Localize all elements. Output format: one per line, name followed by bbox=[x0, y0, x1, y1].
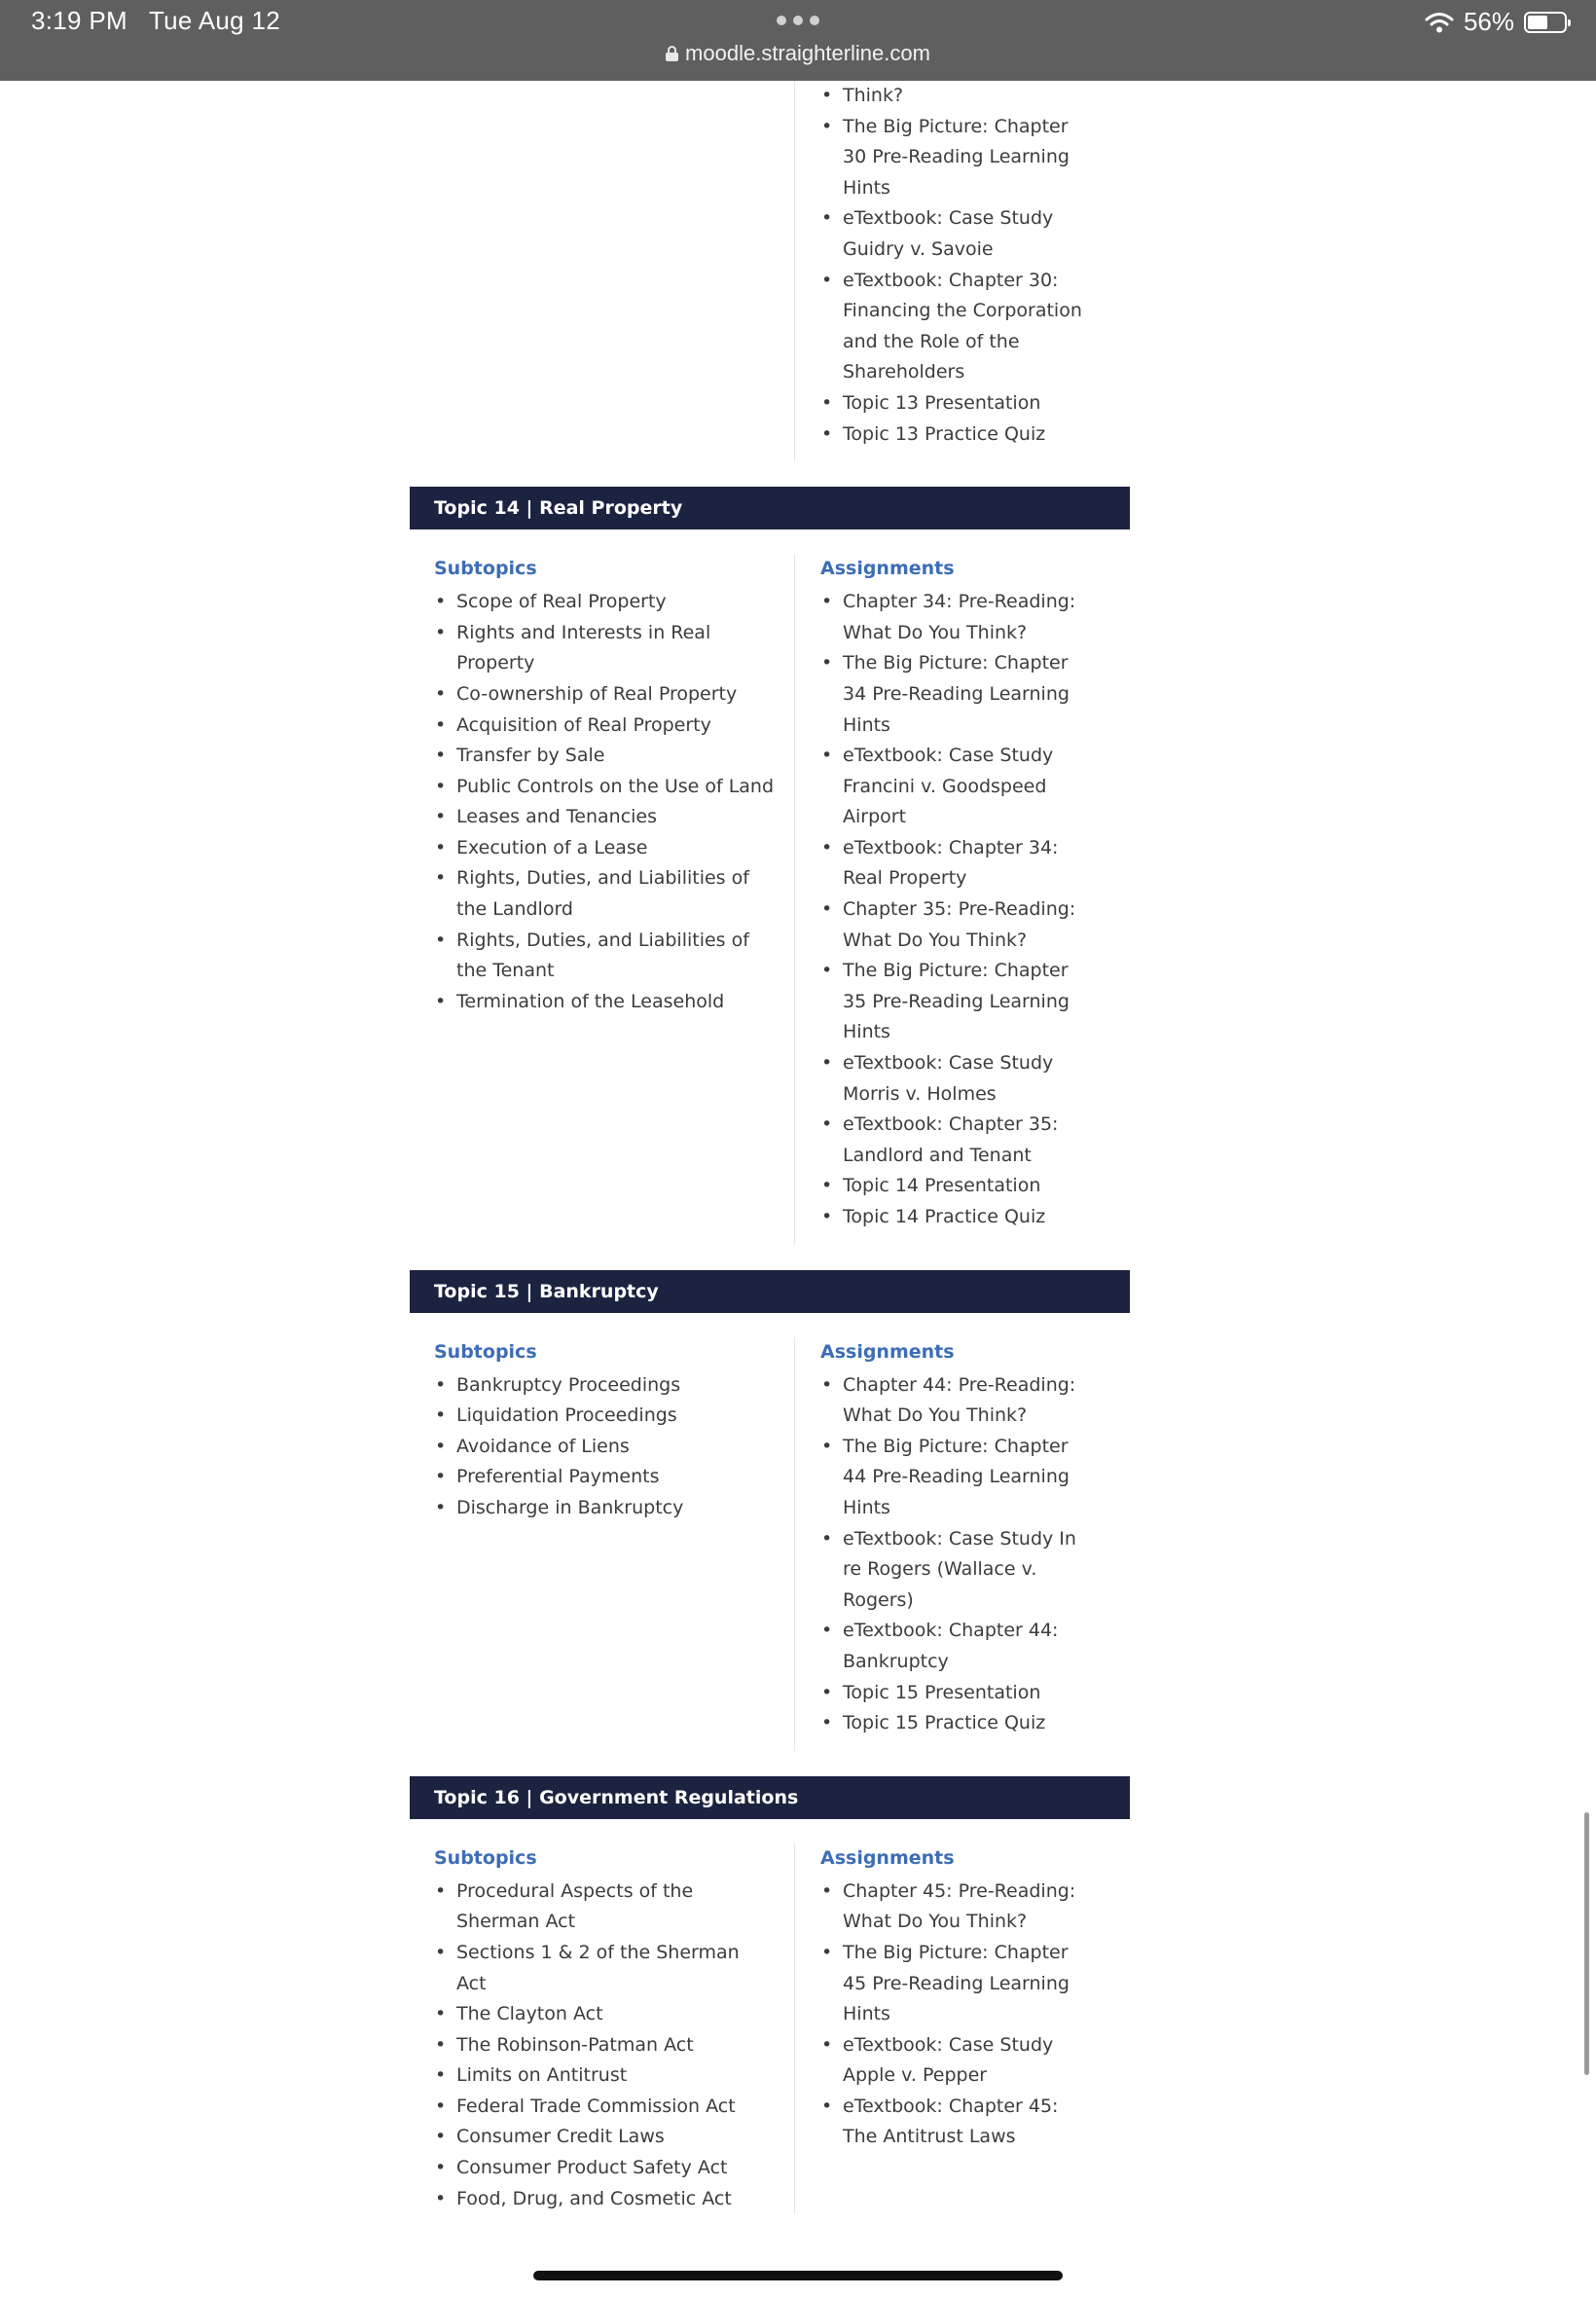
list-item[interactable]: • Topic 14 Presentation bbox=[820, 1171, 1093, 1202]
list-item[interactable]: • eTextbook: Case Study Apple v. Pepper bbox=[820, 2030, 1093, 2092]
list-item: • The Robinson-Patman Act bbox=[434, 2030, 775, 2061]
list-item: • Co-ownership of Real Property bbox=[434, 679, 775, 711]
list-item: • Preferential Payments bbox=[434, 1462, 775, 1493]
list-item[interactable]: • eTextbook: Case Study Francini v. Goodspeed Airport bbox=[820, 741, 1093, 833]
list-item: • Consumer Product Safety Act bbox=[434, 2153, 775, 2184]
list-item[interactable]: • eTextbook: Chapter 44: Bankruptcy bbox=[820, 1616, 1093, 1677]
subtopics-column bbox=[410, 554, 794, 1244]
topics-container bbox=[410, 487, 1130, 2240]
list-item: • Consumer Credit Laws bbox=[434, 2122, 775, 2153]
list-item: • Rights, Duties, and Liabilities of the Landlord bbox=[434, 863, 775, 925]
list-item[interactable]: • eTextbook: Case Study Morris v. Holmes bbox=[820, 1048, 1093, 1110]
subtopics-column bbox=[410, 1843, 794, 2215]
list-item: • Sections 1 & 2 of the Sherman Act bbox=[434, 1938, 775, 1999]
topic-block bbox=[410, 1270, 1130, 1751]
multitasking-dots-icon[interactable] bbox=[777, 16, 819, 25]
list-item[interactable]: • Topic 13 Presentation bbox=[820, 388, 1093, 419]
list-item: • Liquidation Proceedings bbox=[434, 1401, 775, 1432]
list-item[interactable]: • Topic 13 Practice Quiz bbox=[820, 419, 1093, 451]
assignments-list bbox=[820, 1877, 1130, 2153]
assignments-column bbox=[794, 81, 1130, 461]
subtopics-heading: Subtopics bbox=[434, 1340, 537, 1363]
list-item: • Avoidance of Liens bbox=[434, 1432, 775, 1463]
list-item: • Public Controls on the Use of Land bbox=[434, 772, 775, 803]
list-item[interactable]: • Chapter 45: Pre-Reading: What Do You Think? bbox=[820, 1877, 1093, 1938]
status-date: Tue Aug 12 bbox=[148, 6, 280, 35]
scrollbar[interactable] bbox=[1584, 1812, 1589, 2075]
list-item[interactable]: • Chapter 34: Pre-Reading: What Do You Think? bbox=[820, 587, 1093, 648]
list-item[interactable]: • Topic 15 Practice Quiz bbox=[820, 1708, 1093, 1739]
list-item[interactable]: • eTextbook: Chapter 34: Real Property bbox=[820, 833, 1093, 894]
list-item[interactable]: • Chapter 44: Pre-Reading: What Do You Think? bbox=[820, 1370, 1093, 1432]
subtopics-list bbox=[434, 1877, 794, 2215]
topic-header: Topic 14 | Real Property bbox=[410, 487, 1130, 529]
list-item: • Termination of the Leasehold bbox=[434, 987, 775, 1018]
list-item: • Federal Trade Commission Act bbox=[434, 2092, 775, 2123]
list-item[interactable]: • Topic 14 Practice Quiz bbox=[820, 1202, 1093, 1233]
wifi-icon bbox=[1425, 12, 1454, 33]
list-item[interactable]: • The Big Picture: Chapter 45 Pre-Reading Learning Hints bbox=[820, 1938, 1093, 2030]
list-item[interactable]: • Chapter 35: Pre-Reading: What Do You Think? bbox=[820, 894, 1093, 956]
topic-block bbox=[410, 487, 1130, 1244]
status-time-date bbox=[31, 6, 280, 36]
list-item: • Transfer by Sale bbox=[434, 741, 775, 772]
list-item: • Limits on Antitrust bbox=[434, 2060, 775, 2092]
list-item[interactable]: • eTextbook: Chapter 30: Financing the Corporation and the Role of the Shareholders bbox=[820, 266, 1093, 388]
browser-chrome bbox=[0, 0, 1596, 81]
list-item: • Procedural Aspects of the Sherman Act bbox=[434, 1877, 775, 1938]
list-item: • Scope of Real Property bbox=[434, 587, 775, 618]
assignments-column bbox=[794, 554, 1130, 1244]
list-item[interactable]: • The Big Picture: Chapter 34 Pre-Reading Learning Hints bbox=[820, 648, 1093, 741]
subtopics-list bbox=[434, 587, 794, 1017]
assignments-list bbox=[820, 1370, 1130, 1739]
status-indicators bbox=[1425, 7, 1567, 37]
assignments-column bbox=[794, 1337, 1130, 1751]
battery-percent: 56% bbox=[1463, 7, 1514, 36]
assignments-column bbox=[794, 1843, 1130, 2215]
list-item[interactable]: • eTextbook: Chapter 45: The Antitrust Laws bbox=[820, 2092, 1093, 2153]
list-item: • Rights, Duties, and Liabilities of the Tenant bbox=[434, 926, 775, 987]
lock-icon bbox=[666, 46, 678, 61]
home-indicator[interactable] bbox=[533, 2271, 1063, 2280]
url-text: moodle.straighterline.com bbox=[685, 41, 930, 65]
list-item: • Food, Drug, and Cosmetic Act bbox=[434, 2184, 775, 2215]
assignments-list bbox=[820, 587, 1130, 1232]
list-item: • Discharge in Bankruptcy bbox=[434, 1493, 775, 1524]
topic-header: Topic 16 | Government Regulations bbox=[410, 1776, 1130, 1819]
list-item[interactable]: • eTextbook: Chapter 35: Landlord and Tenant bbox=[820, 1110, 1093, 1171]
topic-13-tail bbox=[410, 81, 1130, 461]
topic-block bbox=[410, 1776, 1130, 2215]
topic-header: Topic 15 | Bankruptcy bbox=[410, 1270, 1130, 1313]
list-item[interactable]: • eTextbook: Case Study In re Rogers (Wallace v. Rogers) bbox=[820, 1524, 1093, 1617]
list-item: • Rights and Interests in Real Property bbox=[434, 618, 775, 679]
subtopics-heading: Subtopics bbox=[434, 1846, 537, 1869]
list-item: • Execution of a Lease bbox=[434, 833, 775, 864]
subtopics-list bbox=[434, 1370, 794, 1524]
status-time: 3:19 PM bbox=[31, 6, 127, 35]
course-content bbox=[410, 81, 1130, 2240]
list-item[interactable]: • The Big Picture: Chapter 35 Pre-Reading Learning Hints bbox=[820, 956, 1093, 1048]
subtopics-column bbox=[410, 1337, 794, 1751]
battery-icon bbox=[1524, 12, 1567, 33]
list-item[interactable]: • The Big Picture: Chapter 30 Pre-Reading Learning Hints bbox=[820, 112, 1093, 204]
list-item[interactable]: • Topic 15 Presentation bbox=[820, 1678, 1093, 1709]
list-item: • The Clayton Act bbox=[434, 1999, 775, 2030]
assignments-heading: Assignments bbox=[820, 558, 955, 580]
list-item: • Bankruptcy Proceedings bbox=[434, 1370, 775, 1402]
list-item[interactable]: • Think? bbox=[820, 81, 1093, 112]
list-item[interactable]: • The Big Picture: Chapter 44 Pre-Reading Learning Hints bbox=[820, 1432, 1093, 1524]
address-bar[interactable] bbox=[0, 41, 1596, 66]
subtopics-heading: Subtopics bbox=[434, 558, 537, 580]
subtopics-column bbox=[410, 81, 794, 461]
list-item[interactable]: • eTextbook: Case Study Guidry v. Savoie bbox=[820, 203, 1093, 265]
assignments-heading: Assignments bbox=[820, 1846, 955, 1869]
assignments-list bbox=[820, 81, 1130, 450]
battery-fill bbox=[1528, 16, 1547, 29]
list-item: • Acquisition of Real Property bbox=[434, 711, 775, 742]
assignments-heading: Assignments bbox=[820, 1340, 955, 1363]
list-item: • Leases and Tenancies bbox=[434, 802, 775, 833]
